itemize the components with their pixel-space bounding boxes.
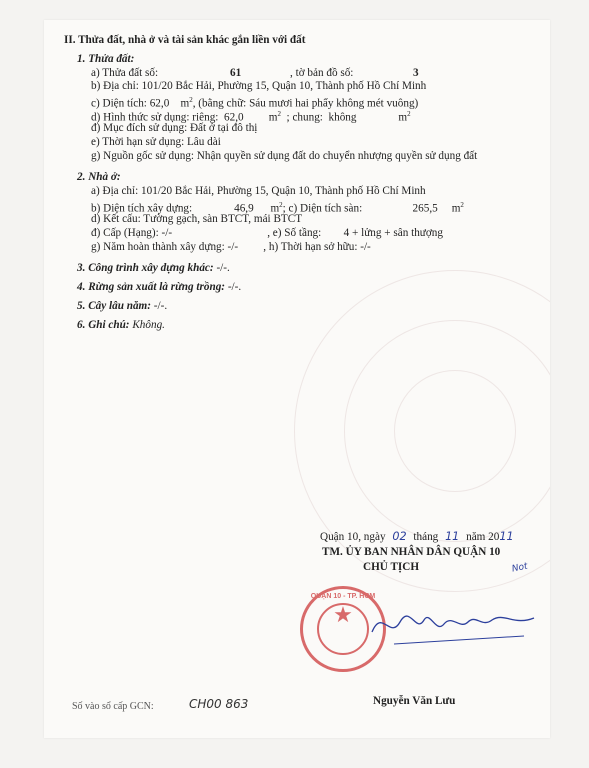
house-area: b) Diện tích xây dựng: 46,9 $m^2$; c) Diện tích sàn: 265,5 $m^2$ — [91, 201, 464, 215]
item-forest: 4. Rừng sản xuất là rừng trồng: -/-. — [77, 281, 242, 293]
registry-number: CH00 863 — [189, 697, 249, 711]
land-map-label: , tờ bản đồ số: — [290, 67, 354, 79]
official-seal: QUẬN 10 - TP. HCM ★ — [300, 586, 386, 672]
item-trees: 5. Cây lâu năm: -/-. — [77, 300, 168, 312]
certificate-page — [44, 20, 550, 738]
handwritten-initials: Not — [511, 561, 529, 575]
place-date: Quận 10, ngày 02 tháng 11 năm 2011 — [320, 530, 514, 543]
registry-label: Số vào sổ cấp GCN: — [72, 701, 154, 712]
house-address: a) Địa chỉ: 101/20 Bắc Hải, Phường 15, Quận 10, Thành phố Hồ Chí Minh — [91, 185, 426, 197]
land-heading: 1. Thửa đất: — [77, 53, 135, 65]
signer-name: Nguyễn Văn Lưu — [373, 695, 456, 707]
land-parcel-label: a) Thửa đất số: — [91, 67, 159, 79]
land-address: b) Địa chỉ: 101/20 Bắc Hải, Phường 15, Quận 10, Thành phố Hồ Chí Minh — [91, 80, 427, 92]
land-area: c) Diện tích: 62,0 $m^2$, (bằng chữ: Sáu mươi hai phẩy không mét vuông) — [91, 96, 419, 110]
item-notes: 6. Ghi chú: Không. — [77, 319, 165, 331]
house-year-term: g) Năm hoàn thành xây dựng: -/- , h) Thời hạn sở hữu: -/- — [91, 241, 371, 253]
land-purpose: đ) Mục đích sử dụng: Đất ở tại đô thị — [91, 122, 258, 134]
issuing-organization: TM. ỦY BAN NHÂN DÂN QUẬN 10 — [322, 546, 501, 558]
item-construction: 3. Công trình xây dựng khác: -/-. — [77, 262, 230, 274]
land-term: e) Thời hạn sử dụng: Lâu dài — [91, 136, 221, 148]
land-use-form: d) Hình thức sử dụng: riêng: 62,0 $m^2$ ; chung: không $m^2$ — [91, 110, 411, 124]
section-title: II. Thửa đất, nhà ở và tài sản khác gắn liền với đất — [64, 34, 306, 46]
house-structure: d) Kết cấu: Tường gạch, sàn BTCT, mái BTCT — [91, 213, 303, 225]
land-map-number: 3 — [413, 67, 419, 79]
house-heading: 2. Nhà ở: — [77, 171, 121, 183]
house-grade-floors: đ) Cấp (Hạng): -/- , e) Số tầng: 4 + lửng + sân thượng — [91, 227, 443, 239]
signature-scribble — [364, 600, 544, 650]
signer-role: CHỦ TỊCH — [363, 561, 420, 573]
seal-star-icon: ★ — [333, 603, 353, 628]
land-parcel-number: 61 — [230, 67, 242, 79]
watermark-emblem-core — [394, 370, 516, 492]
land-origin: g) Nguồn gốc sử dụng: Nhận quyền sử dụng đất do chuyển nhượng quyền sử dụng đất — [91, 150, 478, 162]
